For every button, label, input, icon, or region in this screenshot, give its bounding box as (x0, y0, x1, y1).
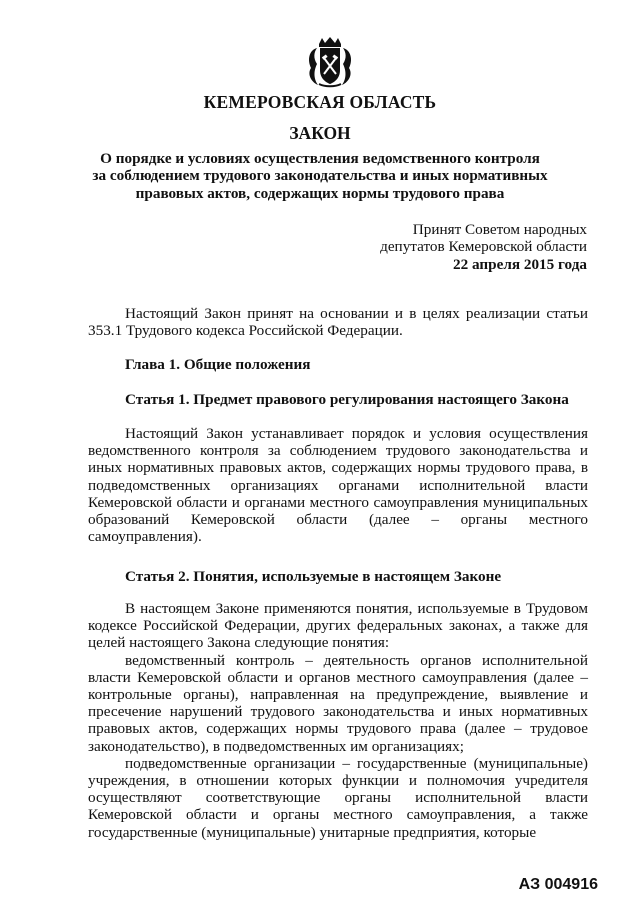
article-heading: Статья 1. Предмет правового регулирования настоящего Закона (125, 391, 569, 408)
law-subject-line: О порядке и условиях осуществления ведомственного контроля (100, 150, 540, 167)
law-subject (0, 150, 640, 202)
coat-of-arms-icon (305, 36, 355, 88)
law-subject-line: правовых актов, содержащих нормы трудового права (135, 184, 505, 202)
chapter-heading: Глава 1. Общие положения (125, 356, 311, 373)
region-title: КЕМЕРОВСКАЯ ОБЛАСТЬ (203, 92, 437, 112)
adoption-line: депутатов Кемеровской области (380, 238, 587, 256)
adoption-block (380, 221, 587, 273)
definition-paragraph: подведомственные организации – государственные (муниципальные) учреждения, в отношении которых функции и полномочия учредителя осуществляют соответствующие органы исполнительной власти Кемеровской области и органы местного самоуправления, а также государственные (муниципальные) унитарные предприятия, которые (88, 754, 588, 841)
law-subject-line: за соблюдением трудового законодательства и иных нормативных (92, 167, 548, 185)
article-heading: Статья 2. Понятия, используемые в настоящем Законе (125, 568, 502, 585)
article1-body (88, 425, 588, 545)
article1-text: Настоящий Закон устанавливает порядок и условия осуществления ведомственного контроля за соблюдением трудового законодательства и иных нормативных правовых актов, содержащих нормы трудового права, в подведомственных организациях органами исполнительной власти Кемеровской области и органами местного самоуправления муниципальных образований Кемеровской области (далее – органы местного самоуправления). (88, 425, 588, 546)
form-serial-number: АЗ 004916 (518, 875, 598, 893)
article2-body (88, 600, 588, 841)
adoption-date: 22 апреля 2015 года (453, 255, 587, 273)
article2-intro: В настоящем Законе применяются понятия, используемые в Трудовом кодексе Российской Федерации, других федеральных законах, а также для целей настоящего Закона следующие понятия: (88, 600, 588, 652)
document-type: ЗАКОН (289, 123, 351, 143)
preamble-text: Настоящий Закон принят на основании и в целях реализации статьи 353.1 Трудового кодекса Российской Федерации. (88, 305, 588, 340)
preamble-paragraph (88, 305, 588, 339)
definition-paragraph: ведомственный контроль – деятельность органов исполнительной власти Кемеровской области и органов местного самоуправления (далее – контрольные органы), направленная на предупреждение, выявление и пресечение нарушений трудового законодательства и иных нормативных правовых актов, содержащих нормы трудового права (далее – трудовое законодательство), в подведомственных им организациях; (88, 651, 588, 755)
adoption-line: Принят Советом народных (412, 221, 587, 238)
